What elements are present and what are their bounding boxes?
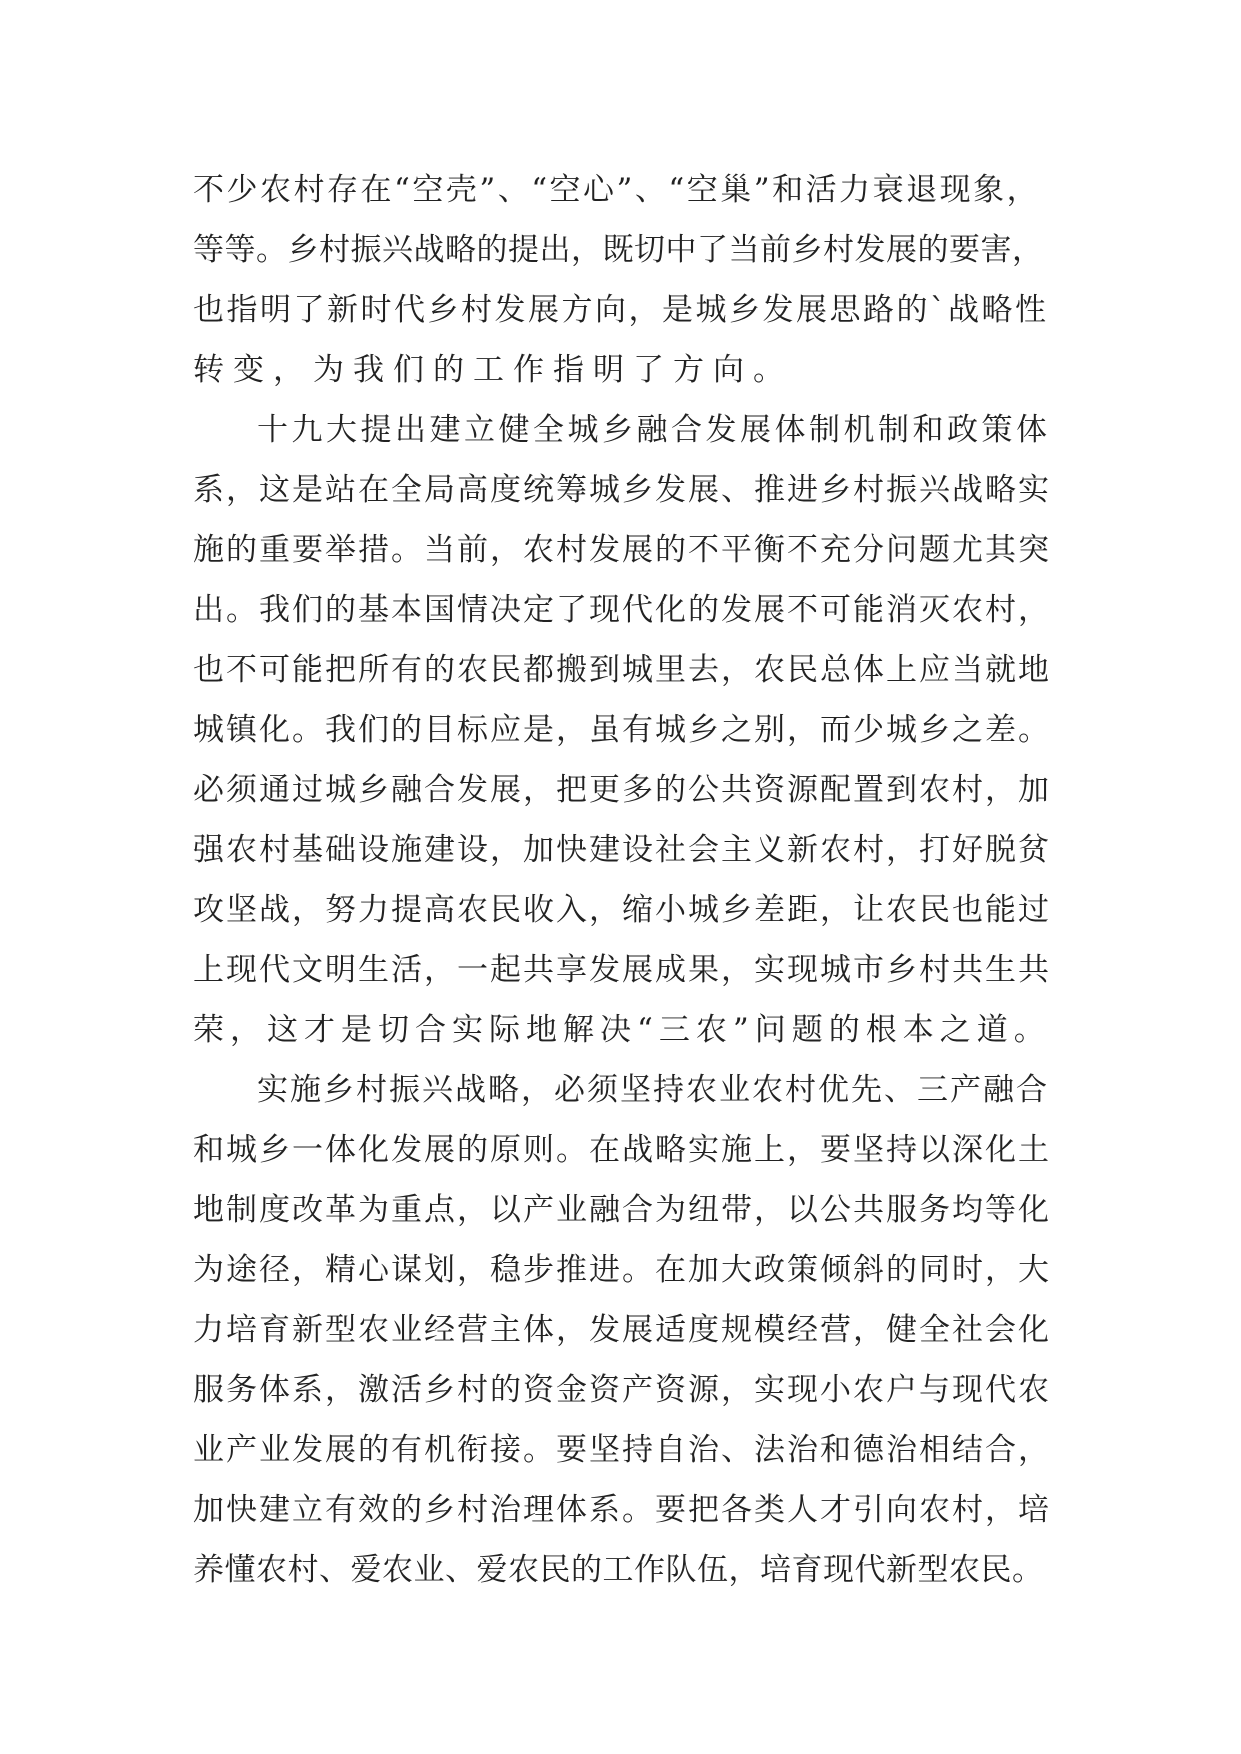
paragraph-start-line: 实施乡村振兴战略，必须坚持农业农村优先、三产融合 <box>257 1072 1049 1108</box>
text-line: 荣，这才是切合实际地解决“三农”问题的根本之道。 <box>193 1012 1051 1048</box>
text-line: 不少农村存在“空壳”、“空心”、“空巢”和活力衰退现象， <box>193 172 1041 208</box>
text-line: 也不可能把所有的农民都搬到城里去，农民总体上应当就地 <box>193 652 1051 688</box>
text-line: 强农村基础设施建设，加快建设社会主义新农村，打好脱贫 <box>193 832 1051 868</box>
text-line: 必须通过城乡融合发展，把更多的公共资源配置到农村，加 <box>193 772 1051 808</box>
text-line: 转变，为我们的工作指明了方向。 <box>193 352 793 388</box>
text-line: 加快建立有效的乡村治理体系。要把各类人才引向农村，培 <box>193 1492 1051 1528</box>
paragraph-start-line: 十九大提出建立健全城乡融合发展体制机制和政策体 <box>257 412 1051 448</box>
text-line: 等等。乡村振兴战略的提出，既切中了当前乡村发展的要害， <box>193 232 1044 268</box>
text-line: 上现代文明生活，一起共享发展成果，实现城市乡村共生共 <box>193 952 1051 988</box>
body-text <box>193 160 1053 1600</box>
text-line: 和城乡一体化发展的原则。在战略实施上，要坚持以深化土 <box>193 1132 1051 1168</box>
text-line: 地制度改革为重点，以产业融合为纽带，以公共服务均等化 <box>193 1192 1051 1228</box>
text-line: 出。我们的基本国情决定了现代化的发展不可能消灭农村， <box>193 592 1051 628</box>
text-line: 业产业发展的有机衔接。要坚持自治、法治和德治相结合， <box>193 1432 1051 1468</box>
text-line: 服务体系，激活乡村的资金资产资源，实现小农户与现代农 <box>193 1372 1051 1408</box>
text-line: 系，这是站在全局高度统筹城乡发展、推进乡村振兴战略实 <box>193 472 1051 508</box>
text-line: 攻坚战，努力提高农民收入，缩小城乡差距，让农民也能过 <box>193 892 1051 928</box>
text-line: 为途径，精心谋划，稳步推进。在加大政策倾斜的同时，大 <box>193 1252 1051 1288</box>
text-line: 力培育新型农业经营主体，发展适度规模经营，健全社会化 <box>193 1312 1051 1348</box>
text-line: 也指明了新时代乡村发展方向，是城乡发展思路的`战略性 <box>193 292 1049 328</box>
text-line: 养懂农村、爱农业、爱农民的工作队伍，培育现代新型农民。 <box>193 1552 1044 1588</box>
text-line: 城镇化。我们的目标应是，虽有城乡之别，而少城乡之差。 <box>193 712 1051 748</box>
text-line: 施的重要举措。当前，农村发展的不平衡不充分问题尤其突 <box>193 532 1051 568</box>
